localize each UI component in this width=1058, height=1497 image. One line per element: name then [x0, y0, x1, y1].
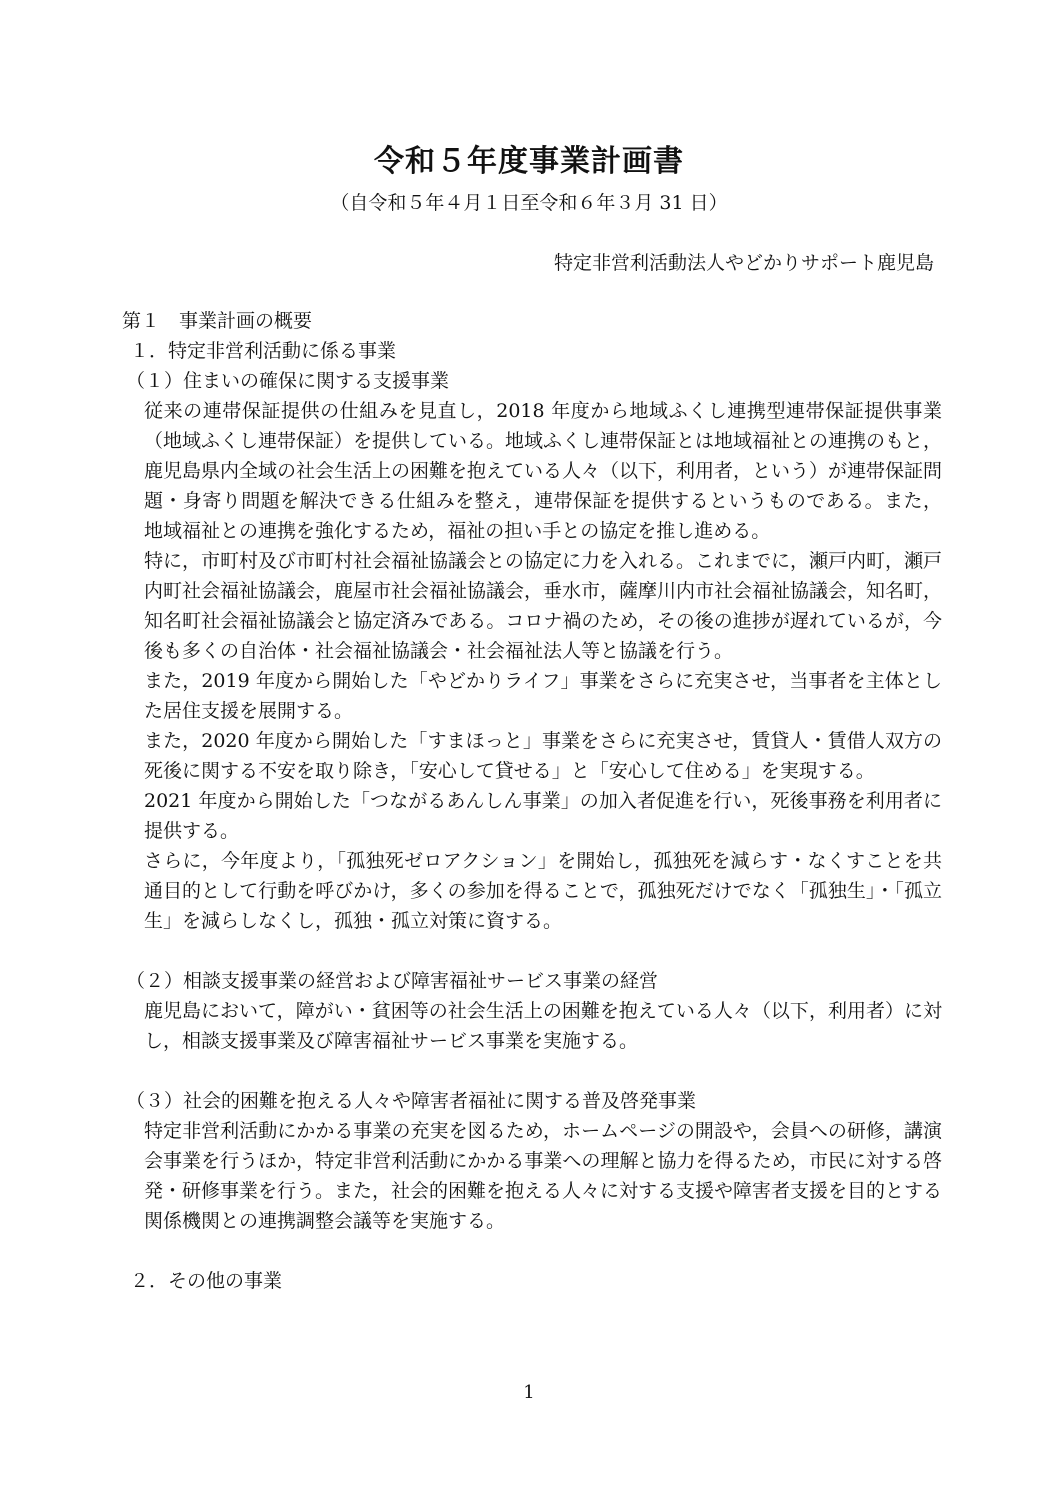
spacer — [122, 1236, 942, 1266]
chapter-heading: 第１ 事業計画の概要 — [122, 310, 313, 332]
paragraph: 鹿児島において，障がい・貧困等の社会生活上の困難を抱えている人々（以下，利用者）に対し，相談支援事業及び障害福祉サービス事業を実施する。 — [144, 1000, 942, 1052]
section-heading-1: １．特定非営利活動に係る事業 — [130, 340, 397, 362]
organization-name: 特定非営利活動法人やどかりサポート鹿児島 — [553, 252, 934, 274]
paragraph: また，2020 年度から開始した「すまほっと」事業をさらに充実させ，賃貸人・賃借人双方の死後に関する不安を取り除き，「安心して貸せる」と「安心して住める」を実現する。 — [144, 730, 942, 782]
subsection-heading-2: （２）相談支援事業の経営および障害福祉サービス事業の経営 — [126, 970, 659, 992]
paragraph: また，2019 年度から開始した「やどかりライフ」事業をさらに充実させ，当事者を主体とした居住支援を展開する。 — [144, 670, 942, 722]
paragraph: 特定非営利活動にかかる事業の充実を図るため，ホームページの開設や，会員への研修，講演会事業を行うほか，特定非営利活動にかかる事業への理解と協力を得るため，市民に対する啓発・研修事業を行う。また，社会的困難を抱える人々に対する支援や障害者支援を目的とする関係機関との連携調整会議等を実施する。 — [144, 1120, 943, 1232]
paragraph: 従来の連帯保証提供の仕組みを見直し，2018 年度から地域ふくし連携型連帯保証提供事業（地域ふくし連帯保証）を提供している。地域ふくし連帯保証とは地域福祉との連携のもと，鹿児島県内全域の社会生活上の困難を抱えている人々（以下，利用者，という）が連帯保証問題・身寄り問題を解決できる仕組みを整え，連帯保証を提供するというものである。また，地域福祉との連携を強化するため，福祉の担い手との協定を推し進める。 — [144, 400, 943, 542]
subsection-heading-1: （１）住まいの確保に関する支援事業 — [126, 370, 450, 392]
spacer — [122, 936, 942, 966]
document-title: 令和５年度事業計画書 — [374, 144, 684, 179]
subsection-heading-3: （３）社会的困難を抱える人々や障害者福祉に関する普及啓発事業 — [126, 1090, 697, 1112]
page-number: 1 — [523, 1382, 535, 1403]
spacer — [122, 1056, 942, 1086]
section-heading-2: ２．その他の事業 — [130, 1270, 283, 1292]
document-period: （自令和５年４月１日至令和６年３月 31 日） — [330, 192, 728, 214]
paragraph: さらに，今年度より，「孤独死ゼロアクション」を開始し，孤独死を減らす・なくすことを共通目的として行動を呼びかけ，多くの参加を得ることで，孤独死だけでなく「孤独生」・「孤立生」を減らしなくし，孤独・孤立対策に資する。 — [144, 850, 942, 932]
paragraph: 特に，市町村及び市町村社会福祉協議会との協定に力を入れる。これまでに，瀬戸内町，瀬戸内町社会福祉協議会，鹿屋市社会福祉協議会，垂水市，薩摩川内市社会福祉協議会，知名町，知名町社会福祉協議会と協定済みである。コロナ禍のため，その後の進捗が遅れているが，今後も多くの自治体・社会福祉協議会・社会福祉法人等と協議を行う。 — [144, 550, 943, 662]
paragraph: 2021 年度から開始した「つながるあんしん事業」の加入者促進を行い，死後事務を利用者に提供する。 — [144, 790, 942, 842]
document-body — [122, 306, 942, 1296]
